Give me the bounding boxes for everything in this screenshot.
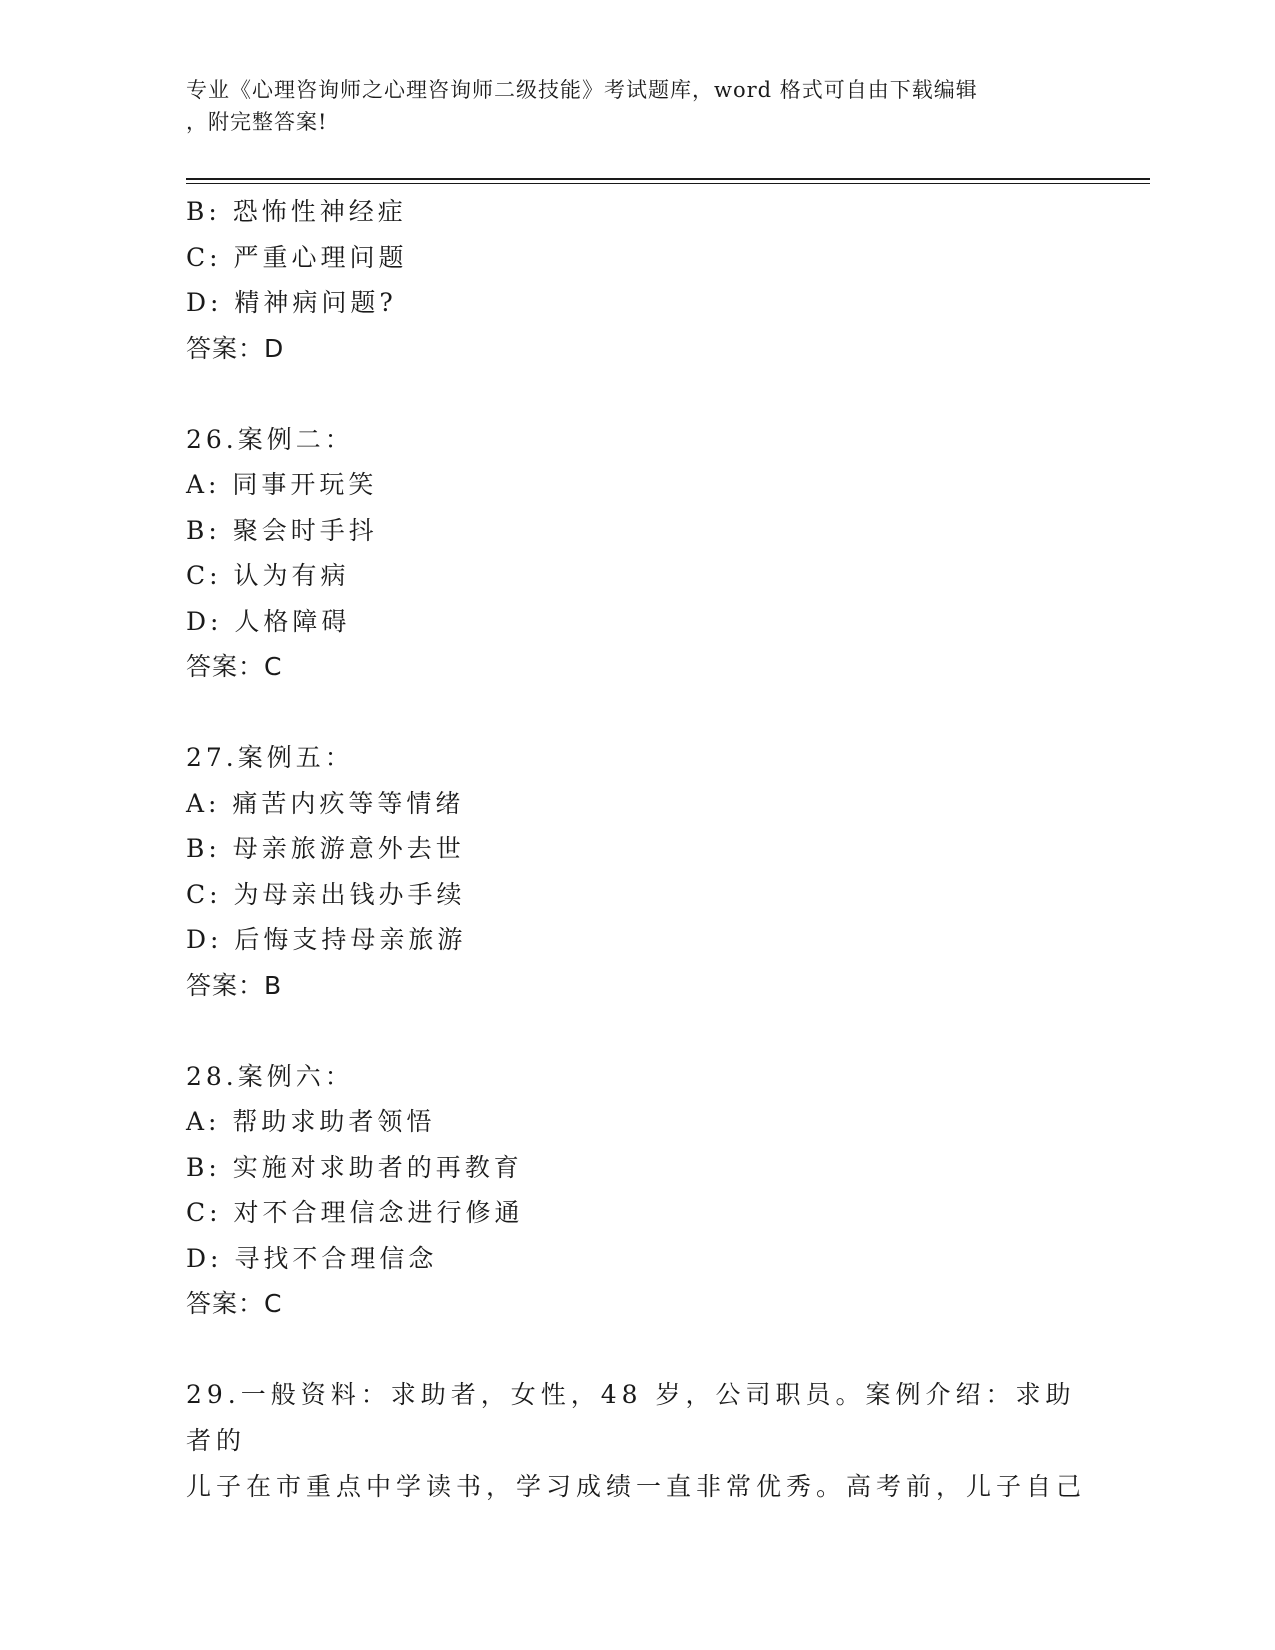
question-title: 26.案例二： [186, 424, 354, 454]
option-d: D: 精神病问题? [186, 288, 397, 317]
option-c: C: 严重心理问题 [186, 242, 408, 272]
option-a: A: 痛苦内疚等等情绪 [186, 788, 465, 818]
option-b: B: 母亲旅游意外去世 [186, 834, 465, 863]
question-title: 28.案例六： [186, 1061, 354, 1091]
option-c: C: 为母亲出钱办手续 [186, 879, 466, 909]
question-26 [186, 417, 1086, 690]
question-29-line-1: 29.一般资料：求助者，女性，48 岁，公司职员。案例介绍：求助者的 [186, 1380, 1076, 1455]
question-29 [186, 1372, 1086, 1510]
option-b: B: 聚会时手抖 [186, 515, 378, 545]
spacer [186, 690, 1086, 736]
header-divider-thick [186, 178, 1150, 180]
header-line-2: ，附完整答案! [186, 110, 328, 134]
option-d: D: 后悔支持母亲旅游 [186, 925, 467, 954]
spacer [186, 1008, 1086, 1054]
answer-line: 答案：B [186, 970, 283, 1000]
header-divider-thin [186, 183, 1150, 184]
option-b: B: 实施对求助者的再教育 [186, 1152, 523, 1182]
spacer [186, 371, 1086, 417]
option-b: B: 恐怖性神经症 [186, 197, 407, 226]
option-d: D: 人格障碍 [186, 606, 351, 636]
answer-line: 答案：C [186, 1289, 283, 1318]
option-a: A: 帮助求助者领悟 [186, 1107, 436, 1136]
header-line-1: 专业《心理咨询师之心理咨询师二级技能》考试题库，word 格式可自由下载编辑 [186, 78, 978, 102]
spacer [186, 1327, 1086, 1373]
question-25-tail [186, 189, 1086, 371]
question-28 [186, 1054, 1086, 1327]
option-a: A: 同事开玩笑 [186, 470, 378, 499]
question-29-line-2: 儿子在市重点中学读书，学习成绩一直非常优秀。高考前，儿子自己 [186, 1472, 1087, 1501]
answer-line: 答案：D [186, 333, 285, 363]
page-header [186, 74, 1066, 138]
answer-line: 答案：C [186, 652, 283, 681]
question-27 [186, 735, 1086, 1008]
question-title: 27.案例五： [186, 743, 354, 772]
question-content [186, 189, 1086, 1510]
option-d: D: 寻找不合理信念 [186, 1243, 438, 1273]
option-c: C: 对不合理信念进行修通 [186, 1198, 524, 1227]
option-c: C: 认为有病 [186, 561, 350, 590]
